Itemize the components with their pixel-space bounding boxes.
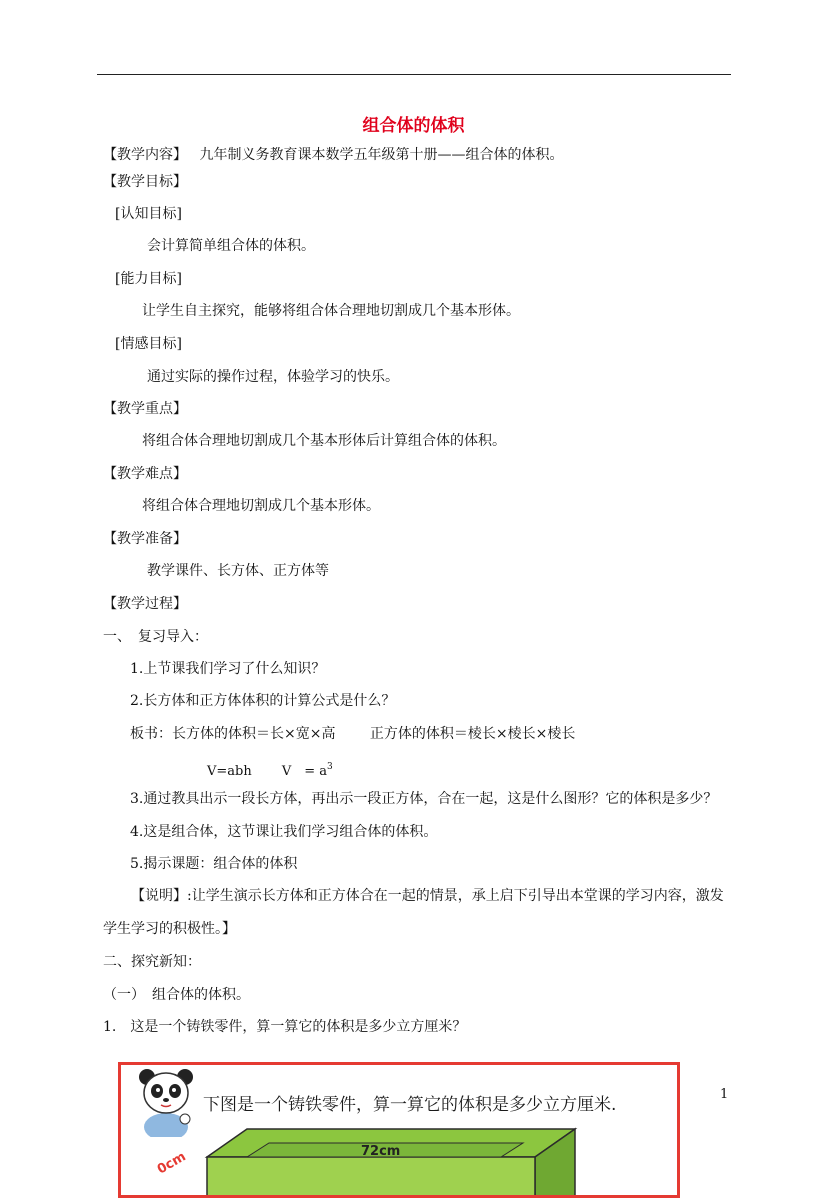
keypoint-text: 将组合体合理地切割成几个基本形体后计算组合体的体积。 xyxy=(142,433,506,449)
prep-label: 【教学准备】 xyxy=(103,531,187,547)
page-title: 组合体的体积 xyxy=(362,116,465,136)
part2-subheading: （一） 组合体的体积。 xyxy=(103,987,250,1003)
cognitive-label: [认知目标] xyxy=(115,206,182,222)
iron-part-drawing xyxy=(121,1123,677,1198)
problem-figure xyxy=(118,1062,680,1198)
content-label: 【教学内容】 xyxy=(103,147,187,163)
formula-exponent: 3 xyxy=(327,762,333,772)
part1-item-4: 4.这是组合体，这节课让我们学习组合体的体积。 xyxy=(130,824,438,840)
board-right: 正方体的体积＝棱长×棱长×棱长 xyxy=(369,726,576,742)
cognitive-text: 会计算简单组合体的体积。 xyxy=(147,238,315,254)
content-row xyxy=(103,145,563,165)
keypoint-label: 【教学重点】 xyxy=(103,401,187,417)
prep-text: 教学课件、长方体、正方体等 xyxy=(147,563,329,579)
dimension-side: 0cm xyxy=(154,1149,189,1178)
ability-label: [能力目标] xyxy=(115,271,182,287)
emotion-text: 通过实际的操作过程，体验学习的快乐。 xyxy=(147,369,399,385)
part1-item-3: 3.通过教具出示一段长方体，再出示一段正方体，合在一起，这是什么图形？它的体积是多少？ xyxy=(130,791,718,807)
part2-heading: 二、探究新知： xyxy=(103,954,201,970)
part1-item-5: 5.揭示课题：组合体的体积 xyxy=(130,856,298,872)
formula-left: V=abh xyxy=(207,764,252,779)
ability-text: 让学生自主探究，能够将组合体合理地切割成几个基本形体。 xyxy=(142,303,520,319)
explanation-note: 【说明】:让学生演示长方体和正方体合在一起的情景，承上启下引导出本堂课的学习内容，激发学生学习的积极性。】 xyxy=(103,888,724,937)
dimension-top: 72cm xyxy=(361,1144,401,1159)
question-1: 1. 这是一个铸铁零件，算一算它的体积是多少立方厘米？ xyxy=(103,1019,467,1035)
process-label: 【教学过程】 xyxy=(103,596,187,612)
board-row xyxy=(130,724,575,744)
header-rule xyxy=(97,74,731,75)
difficulty-text: 将组合体合理地切割成几个基本形体。 xyxy=(142,498,380,514)
part1-item-2: 2.长方体和正方体体积的计算公式是什么？ xyxy=(130,693,396,709)
difficulty-label: 【教学难点】 xyxy=(103,466,187,482)
content-text: 九年制义务教育课本数学五年级第十册——组合体的体积。 xyxy=(199,147,564,163)
part1-item-1: 1.上节课我们学习了什么知识？ xyxy=(130,661,326,677)
part1-heading: 一、 复习导入： xyxy=(103,629,208,645)
goals-label: 【教学目标】 xyxy=(103,174,187,190)
figure-caption: 下图是一个铸铁零件，算一算它的体积是多少立方厘米. xyxy=(203,1095,617,1115)
formula-right: V = $a^3$ xyxy=(281,762,333,779)
formula-row xyxy=(207,757,333,782)
page-number: 1 xyxy=(720,1087,729,1102)
emotion-label: [情感目标] xyxy=(115,336,182,352)
board-left: 板书：长方体的体积＝长×宽×高 xyxy=(130,726,336,742)
